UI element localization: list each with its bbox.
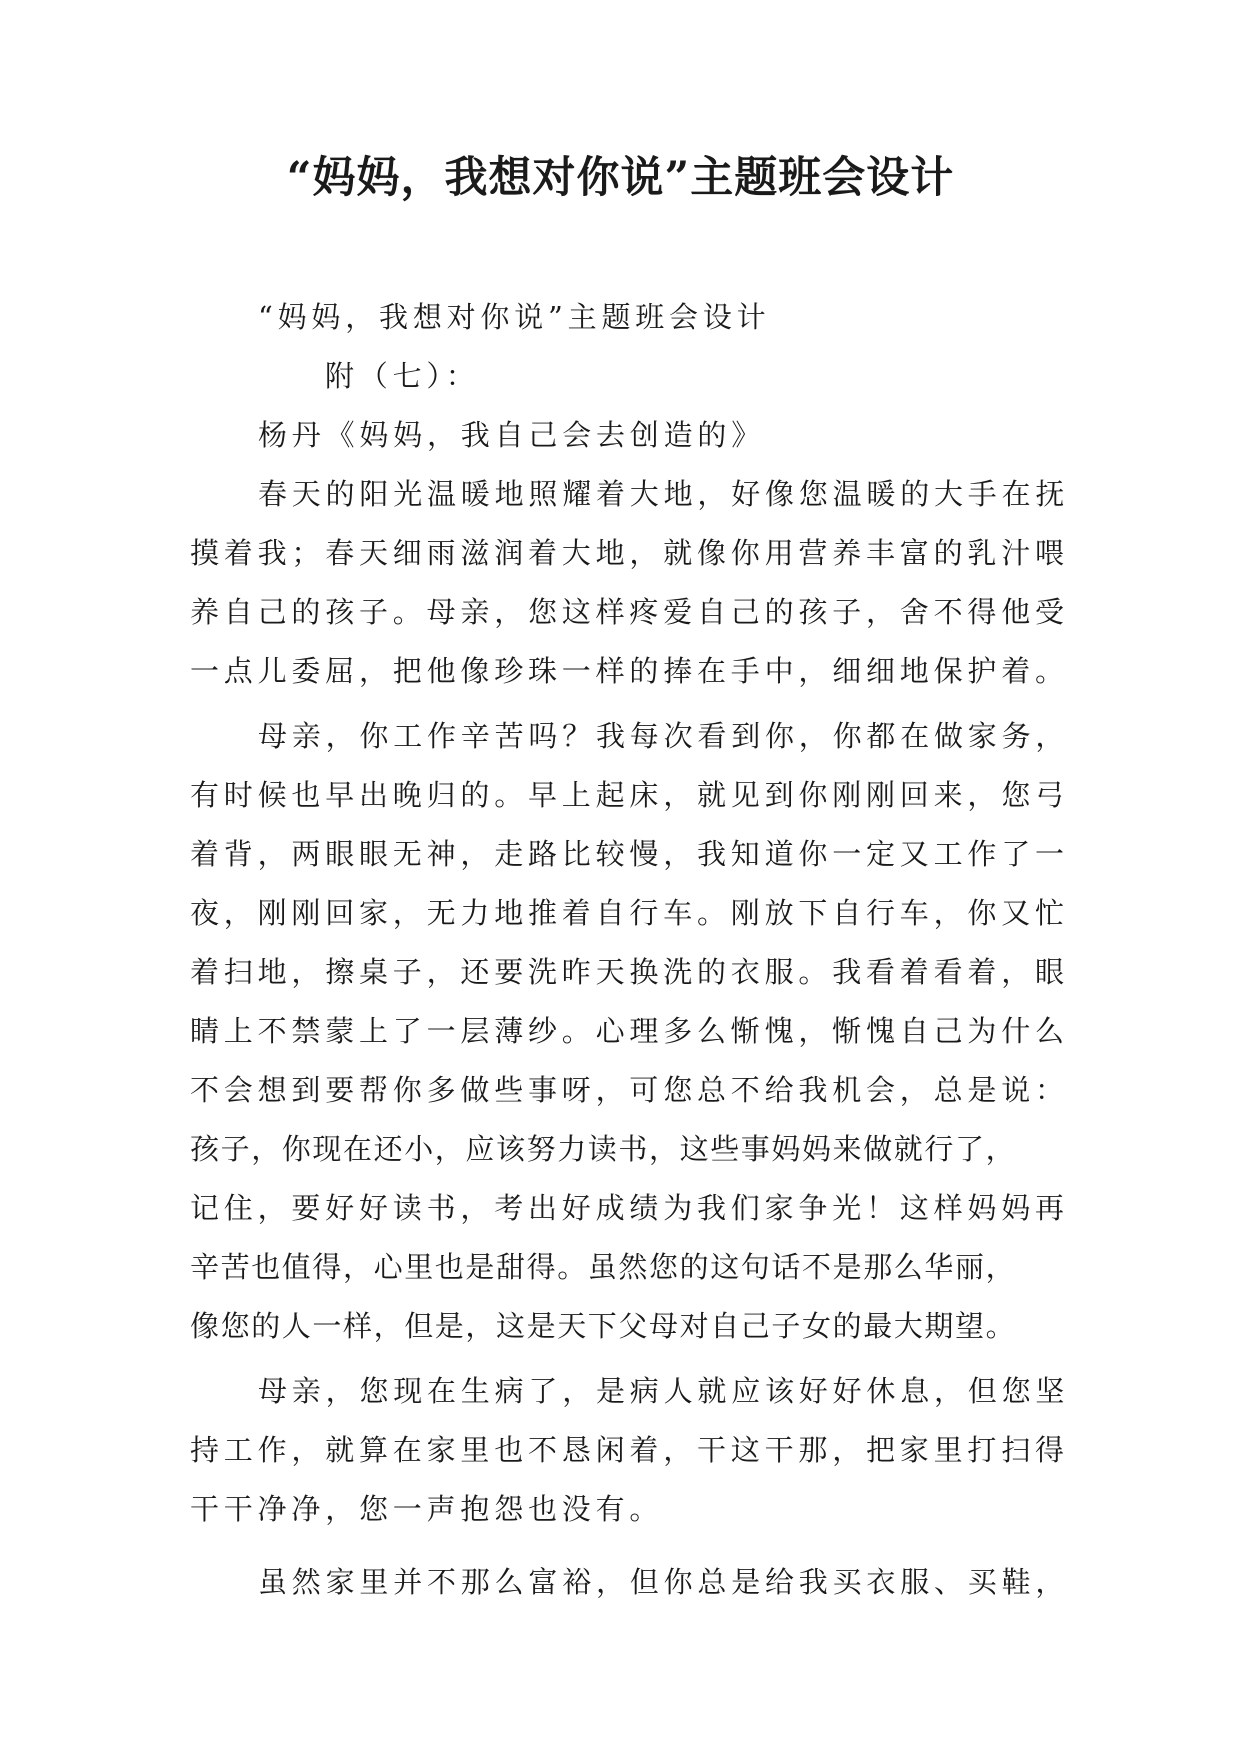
essay-heading: 杨丹《妈妈，我自己会去创造的》 (258, 418, 766, 452)
paragraph-line: 母亲，您现在生病了，是病人就应该好好休息，但您坚 (258, 1374, 1070, 1408)
paragraph-line: 记住，要好好读书，考出好成绩为我们家争光！这样妈妈再 (190, 1191, 1069, 1225)
paragraph-line: 不会想到要帮你多做些事呀，可您总不给我机会，总是说： (190, 1073, 1069, 1107)
paragraph-line: 像您的人一样，但是，这是天下父母对自己子女的最大期望。 (190, 1309, 1017, 1343)
paragraph-line: 着扫地，擦桌子，还要洗昨天换洗的衣服。我看着看着，眼 (190, 955, 1069, 989)
document-body (190, 288, 1070, 1612)
paragraph-line: 母亲，你工作辛苦吗？我每次看到你，你都在做家务， (258, 719, 1070, 753)
paragraph-line: 着背，两眼眼无神，走路比较慢，我知道你一定又工作了一 (190, 837, 1069, 871)
paragraph-line: 睛上不禁蒙上了一层薄纱。心理多么惭愧，惭愧自己为什么 (190, 1014, 1069, 1048)
paragraph-line: 摸着我；春天细雨滋润着大地，就像你用营养丰富的乳汁喂 (190, 536, 1069, 570)
paragraph-line: 养自己的孩子。母亲，您这样疼爱自己的孩子，舍不得他受 (190, 595, 1069, 629)
appendix-label: 附（七）： (325, 359, 480, 393)
subtitle-line: “妈妈，我想对你说”主题班会设计 (258, 300, 771, 334)
paragraph-line: 辛苦也值得，心里也是甜得。虽然您的这句话不是那么华丽， (190, 1250, 1017, 1284)
paragraph-line: 春天的阳光温暖地照耀着大地，好像您温暖的大手在抚 (258, 477, 1070, 511)
paragraph-line: 持工作，就算在家里也不恳闲着，干这干那，把家里打扫得 (190, 1433, 1069, 1467)
paragraph-line: 孩子，你现在还小，应该努力读书，这些事妈妈来做就行了， (190, 1132, 1017, 1166)
paragraph-line: 夜，刚刚回家，无力地推着自行车。刚放下自行车，你又忙 (190, 896, 1069, 930)
paragraph-line: 一点儿委屈，把他像珍珠一样的捧在手中，细细地保护着。 (190, 654, 1069, 688)
paragraph-line: 有时候也早出晚归的。早上起床，就见到你刚刚回来，您弓 (190, 778, 1069, 812)
paragraph-line: 干干净净，您一声抱怨也没有。 (190, 1492, 664, 1526)
paragraph-line: 虽然家里并不那么富裕，但你总是给我买衣服、买鞋， (258, 1565, 1070, 1599)
document-title: “妈妈，我想对你说”主题班会设计 (286, 153, 955, 203)
